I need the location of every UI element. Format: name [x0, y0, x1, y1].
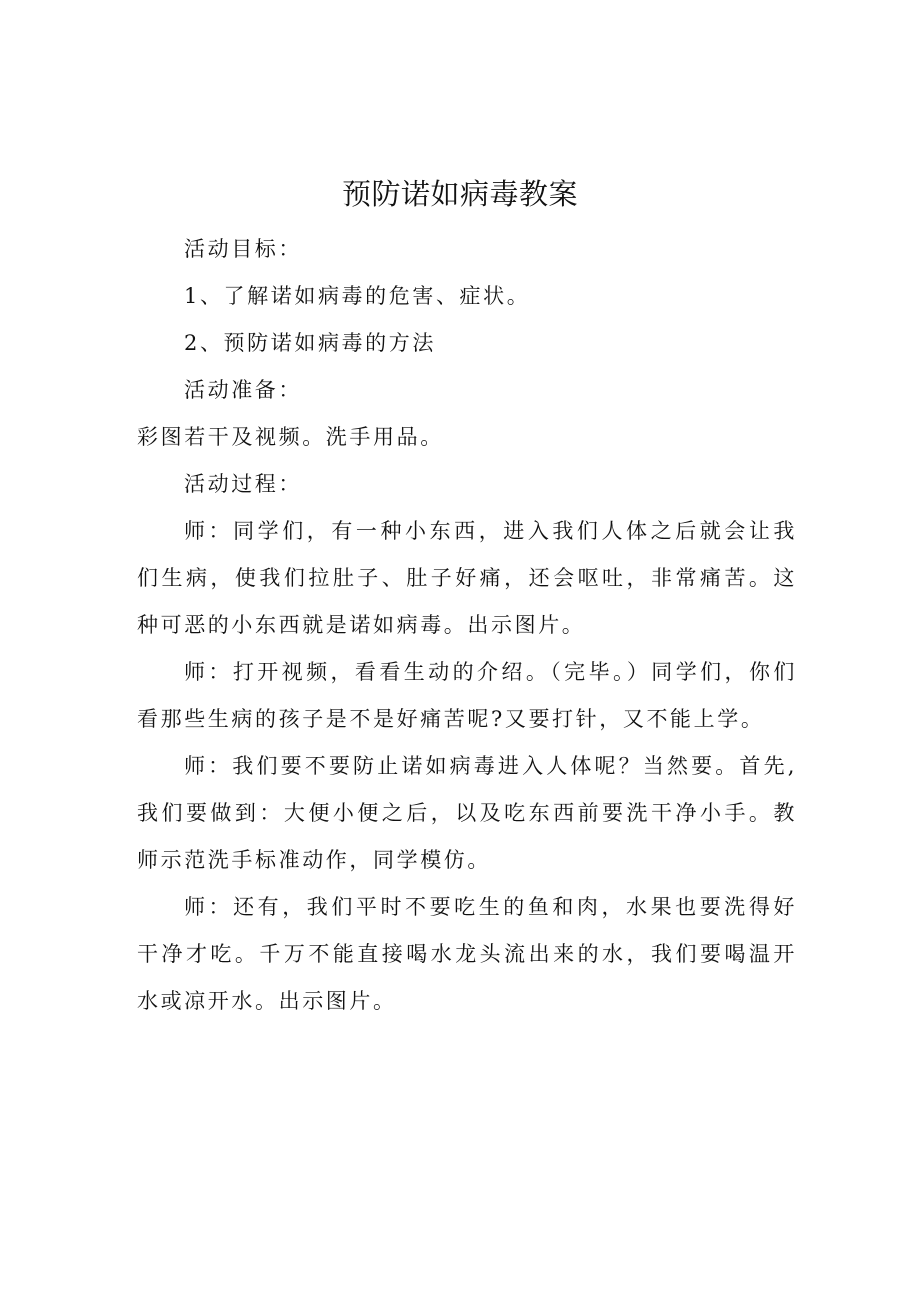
preparation-text: 彩图若干及视频。洗手用品。	[137, 425, 444, 449]
process-paragraph-1: 师：同学们，有一种小东西，进入我们人体之后就会让我们生病，使我们拉肚子、肚子好痛，还会呕吐，非常痛苦。这种可恶的小东西就是诺如病毒。出示图片。	[137, 519, 797, 637]
document-body	[137, 226, 797, 1025]
section-heading-preparation: 活动准备：	[184, 378, 302, 402]
objective-item-2: 2、预防诺如病毒的方法	[184, 331, 436, 355]
objective-item-1: 1、了解诺如病毒的危害、症状。	[184, 284, 531, 308]
process-paragraph-4: 师：还有，我们平时不要吃生的鱼和肉，水果也要洗得好干净才吃。千万不能直接喝水龙头流出来的水，我们要喝温开水或凉开水。出示图片。	[137, 895, 797, 1013]
process-paragraph-3: 师：我们要不要防止诺如病毒进入人体呢？当然要。首先,我们要做到：大便小便之后，以及吃东西前要洗干净小手。教师示范洗手标准动作，同学模仿。	[137, 754, 797, 872]
section-heading-process: 活动过程：	[184, 472, 302, 496]
process-paragraph-2: 师：打开视频，看看生动的介绍。（完毕。）同学们，你们看那些生病的孩子是不是好痛苦呢?又要打针，又不能上学。	[137, 660, 797, 731]
section-heading-objectives: 活动目标：	[184, 237, 302, 261]
document-title: 预防诺如病毒教案	[341, 177, 578, 211]
